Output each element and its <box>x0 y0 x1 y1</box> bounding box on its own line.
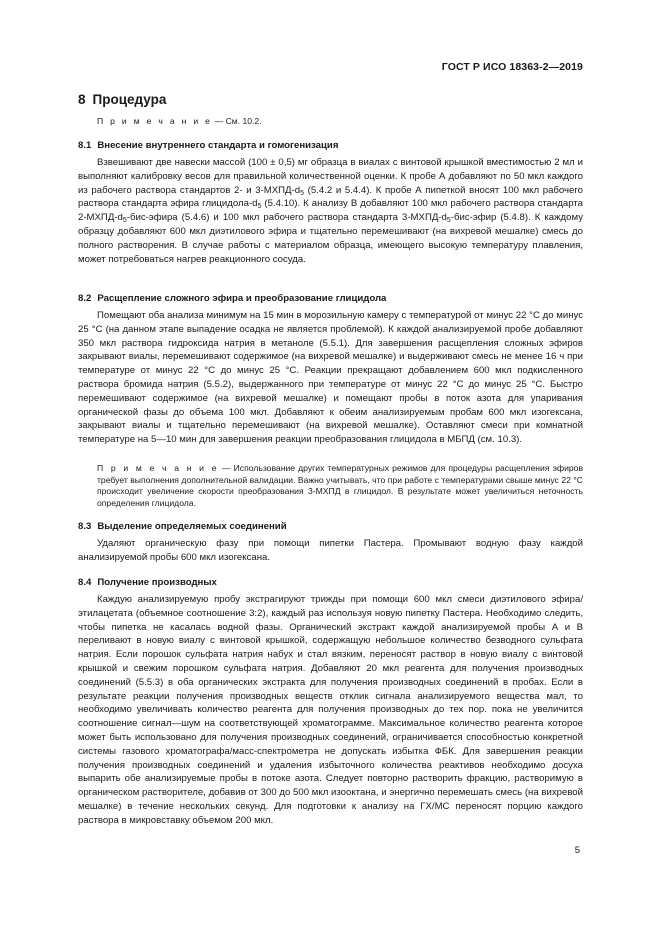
subsection-heading-8-3 <box>78 521 287 532</box>
note-label: П р и м е ч а н и е <box>97 116 213 126</box>
note-general <box>97 116 583 128</box>
paragraph-8-1: Взвешивают две навески массой (100 ± 0,5) мг образца в виалах с винтовой крышкой вместимостью 2 мл и выполняют калибровку весов для правильной количественной оценки. К пробе А добавляют по 50 мкл каждого из рабочего раствора стандартов 2- и $3-МХПД-d_5$ (5.4.2 и 5.4.4). К пробе А пипеткой вносят 100 мкл рабочего раствора стандарта эфира глицидола-$d_5$ (5.4.10). К анализу В добавляют 100 мкл рабочего раствора стандарта $2-МХПД-d_5-бис$-эфира (5.4.6) и 100 мкл рабочего раствора стандарта $3-МХПД-d_5-бис$-эфир (5.4.8). К каждому образцу добавляют 600 мкл диэтилового эфира и тщательно перемешивают (на вихревой мешалке) смесь до полного растворения. В случае работы с материалом образца, имеющего высокую температуру плавления, может потребоваться нагрев реакционного сосуда. <box>78 157 583 265</box>
subsection-title: Выделение определяемых соединений <box>97 521 287 532</box>
paragraph-8-4: Каждую анализируемую пробу экстрагируют трижды при помощи 600 мкл смеси диэтилового эфира/этилацетата (объемное соотношение 3:2), каждый раз используя новую пипетку Пастера. Необходимо следить, чтобы пипетка не касалась водной фазы. Органический экстракт каждой анализируемой пробы А и В переливают в новую виалу с винтовой крышкой, содержащую небольшое количество безводного сульфата натрия. Если порошок сульфата натрия набух и стал вязким, переносят раствор в новую виалу с винтовой крышкой и свежим порошком сульфата натрия. Добавляют 20 мкл реагента для получения производных соединений (5.5.3) в оба органических экстракта для получения производных соединений в пробах. Если в результате реакции получения производных веществ отклик сигнала анализируемого вещества мал, то необходимо увеличивать количество реагента для получения производных до тех пор. пока не увеличится соотношение сигнал—шум на соответствующей хроматограмме. Максимальное количество реагента которое может быть использовано для получения производных соединений, ограничивается способностью конкретной системы газового хроматографа/масс-спектрометра не допускать избытка ФБК. Для завершения реакции получения производных соединений и удаления избыточного количества реактивов необходимо досуха выпарить обе анализируемые пробы в потоке азота. Следует повторно растворить фракцию, растворимую в органическом растворителе, добавив от 300 до 500 мкл изооктана, и энергично перемешать смесь (на вихревой мешалке) в течение нескольких секунд. Для подготовки к анализу на ГХ/МС переносят порцию каждого раствора в микровставку объемом 200 мкл. <box>78 594 583 826</box>
section-title: Процедура <box>92 92 167 107</box>
subsection-heading-8-4 <box>78 577 217 588</box>
note-text: — Использование других температурных режимов для процедуры расщепления эфиров требует выполнения дополнительной валидации. Важно учитывать, что при работе с температурами свыше минус 22 °С происходит увеличение скорости преобразования 3-МХПД в глицидол. В результате может увеличиться неточность определения глицидола. <box>97 463 584 508</box>
subsection-title: Внесение внутреннего стандарта и гомогенизация <box>97 140 339 151</box>
subsection-number: 8.2 <box>78 293 92 304</box>
subsection-number: 8.4 <box>78 577 92 588</box>
subsection-title: Получение производных <box>97 577 217 588</box>
section-heading <box>78 92 166 107</box>
note-label: П р и м е ч а н и е <box>97 463 219 473</box>
note-8-2 <box>97 463 583 509</box>
subsection-heading-8-1 <box>78 140 338 151</box>
paragraph-8-2: Помещают оба анализа минимум на 15 мин в морозильную камеру с температурой от минус 22 °С до минус 25 °С (на данном этапе выпадение осадка не является проблемой). К каждой анализируемой пробе добавляют 350 мкл раствора гидроксида натрия в метаноле (5.5.1). Для завершения расщепления сложных эфиров закрывают виалы, перемешивают содержимое (на вихревой мешалке) и выдерживают смесь не менее 16 ч при температуре от минус 22 °С до минус 25 °С. Реакции прекращают добавлением 600 мкл подкисленного раствора бромида натрия (5.5.2), выдержанного при температуре от минус 22 °С до минус 25 °С. Быстро перемешивают содержимое (на вихревой мешалке) и помещают пробы в поток азота для упаривания органической фазы до объема 100 мкл. Добавляют к обеим анализируемым пробам 600 мкл изогексана, закрывают виалы и тщательно перемешивают (на вихревой мешалке). Оставляют смеси при комнатной температуре на 5—10 мин для завершения реакции преобразования глицидола в МБПД (см. 10.3). <box>78 310 583 446</box>
subsection-title: Расщепление сложного эфира и преобразование глицидола <box>97 293 387 304</box>
page-number: 5 <box>574 845 580 856</box>
subsection-heading-8-2 <box>78 293 386 304</box>
subsection-number: 8.3 <box>78 521 92 532</box>
note-text: — См. 10.2. <box>214 116 262 126</box>
document-code: ГОСТ Р ИСО 18363-2—2019 <box>441 61 583 73</box>
section-number: 8 <box>78 92 86 107</box>
subsection-number: 8.1 <box>78 140 92 151</box>
paragraph-8-3: Удаляют органическую фазу при помощи пипетки Пастера. Промывают водную фазу каждой анализируемой пробы 600 мкл изогексана. <box>78 538 583 563</box>
